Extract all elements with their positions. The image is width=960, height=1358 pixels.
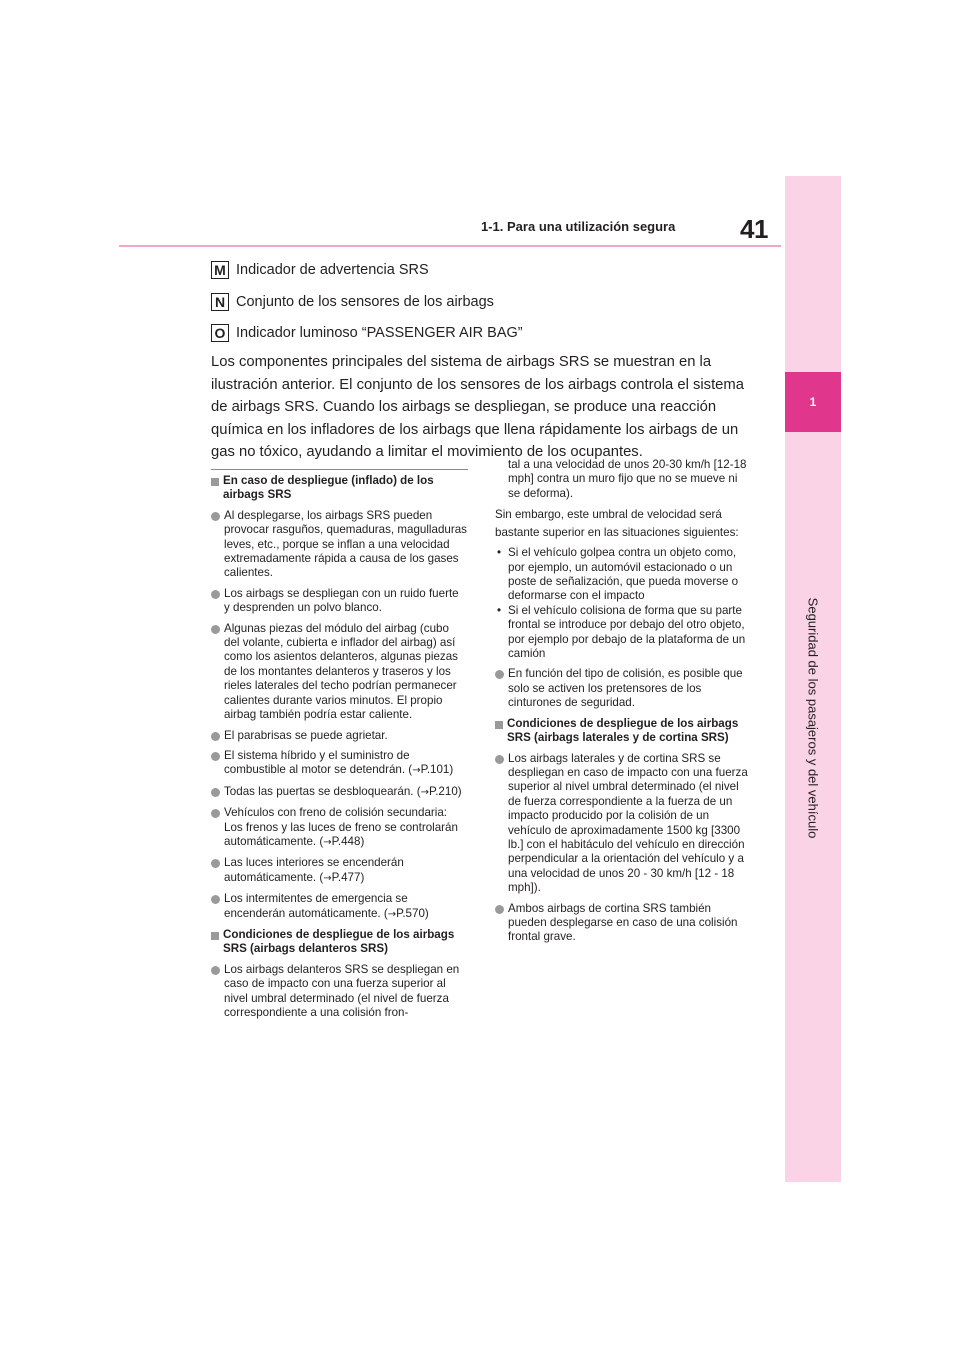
round-bullet-icon: [495, 755, 504, 764]
legend-letter: O: [211, 324, 229, 342]
intro-paragraph: Los componentes principales del sistema de airbags SRS se muestran en la ilustración anterior. El conjunto de los sensores de los airbags controla el sistema de airbags SRS. Cuando los airbags se despliegan, se produce una reacción química en los infladores de los airbags que llena rápidamente los airbags de un gas no tóxico, ayudando a limitar el movimiento de los ocupantes.: [211, 354, 744, 460]
legend-item-m: [211, 261, 429, 279]
page-reference[interactable]: P.570): [396, 906, 429, 920]
square-bullet-icon: [211, 478, 219, 486]
chapter-number: 1: [809, 395, 817, 409]
legend-item-o: [211, 324, 523, 342]
round-bullet-icon: [211, 512, 220, 521]
page-number: 41: [740, 214, 768, 244]
bullet-item: Algunas piezas del módulo del airbag (cubo del volante, cubierta e inflador del airbag) así como los asientos delanteros, algunas piezas de los montantes delanteros y traseros y los rieles laterales del techo podrían permanecer calientes durante varios minutos. El propio airbag también podría estar caliente.: [211, 622, 467, 723]
left-column: [211, 474, 467, 1026]
section-heading: Condiciones de despliegue de los airbags SRS (airbags laterales y de cortina SRS): [495, 717, 751, 746]
bullet-item: Los airbags laterales y de cortina SRS se despliegan en caso de impacto con una fuerza superior al nivel umbral determinado (el nivel de fuerza correspondiente a la fuerza de un impacto producido por la colisión de un vehículo de aproximadamente 1500 kg [3300 lb.] con el habitáculo del vehículo en dirección perpendicular a la orientación del vehículo y a una velocidad de unos 20 - 30 km/h [12 - 18 mph]).: [495, 752, 751, 896]
arrow-icon: →: [323, 872, 332, 884]
legend-item-n: [211, 293, 494, 311]
bullet-item: El sistema híbrido y el suministro de combustible al motor se detendrán. (→P.101): [211, 749, 467, 779]
bullet-item: En función del tipo de colisión, es posible que solo se activen los pretensores de los cinturones de seguridad.: [495, 667, 751, 710]
round-bullet-icon: [495, 670, 504, 679]
header-rule: [119, 245, 781, 247]
right-column: [495, 458, 751, 951]
round-bullet-icon: [211, 732, 220, 741]
round-bullet-icon: [211, 625, 220, 634]
section-title: 1-1. Para una utilización segura: [481, 219, 676, 234]
chapter-label-text: Seguridad de los pasajeros y del vehículo: [805, 597, 821, 839]
legend-text: Conjunto de los sensores de los airbags: [236, 294, 494, 310]
paragraph: Sin embargo, este umbral de velocidad será bastante superior en las situaciones siguientes:: [495, 508, 739, 539]
bullet-item: Las luces interiores se encenderán automáticamente. (→P.477): [211, 856, 467, 886]
round-bullet-icon: [211, 788, 220, 797]
page-reference[interactable]: P.477): [331, 870, 365, 884]
round-bullet-icon: [211, 966, 220, 975]
square-bullet-icon: [495, 721, 503, 729]
bullet-item: El parabrisas se puede agrietar.: [211, 729, 467, 743]
page-reference[interactable]: P.448): [331, 834, 365, 848]
column-rule: [211, 469, 468, 470]
bullet-item: Al desplegarse, los airbags SRS pueden provocar rasguños, quemaduras, magulladuras leves, etc., porque se inflan a una velocidad extremadamente rápida a causa de los gases calientes.: [211, 509, 467, 581]
section-heading: Condiciones de despliegue de los airbags SRS (airbags delanteros SRS): [211, 928, 467, 957]
round-bullet-icon: [211, 809, 220, 818]
round-bullet-icon: [495, 905, 504, 914]
chapter-number-tab: [785, 372, 841, 432]
arrow-icon: →: [412, 765, 421, 777]
arrow-icon: →: [420, 786, 429, 798]
legend-text: Indicador luminoso “PASSENGER AIR BAG”: [236, 325, 523, 341]
arrow-icon: →: [323, 836, 332, 848]
round-bullet-icon: [211, 590, 220, 599]
list-item: • Si el vehículo golpea contra un objeto como, por ejemplo, un automóvil estacionado o un poste de señalización, que pueda moverse o deformarse con el impacto: [497, 546, 739, 603]
square-bullet-icon: [211, 932, 219, 940]
legend-text: Indicador de advertencia SRS: [236, 262, 429, 278]
round-bullet-icon: [211, 895, 220, 904]
continued-text: tal a una velocidad de unos 20-30 km/h [12-18 mph] contra un muro fijo que no se mueve ni se deforma).: [508, 458, 747, 500]
bullet-item: Todas las puertas se desbloquearán. (→P.210): [211, 785, 467, 800]
bullet-item: Los airbags se despliegan con un ruido fuerte y desprenden un polvo blanco.: [211, 587, 467, 616]
arrow-icon: →: [387, 908, 397, 920]
bullet-item: Vehículos con freno de colisión secundaria: Los frenos y las luces de freno se controlarán automáticamente. (→P.448): [211, 806, 467, 850]
legend-letter: M: [211, 261, 229, 279]
list-item: • Si el vehículo colisiona de forma que su parte frontal se introduce por debajo del otro objeto, por ejemplo por debajo de la plataforma de un camión: [497, 603, 746, 661]
section-heading: En caso de despliegue (inflado) de los airbags SRS: [211, 474, 467, 503]
page-reference[interactable]: P.101): [420, 763, 454, 777]
page-reference[interactable]: P.210): [428, 784, 462, 798]
bullet-item: Los intermitentes de emergencia se encenderán automáticamente. (→P.570): [211, 892, 467, 922]
legend-letter: N: [211, 293, 229, 311]
bullet-item: Los airbags delanteros SRS se despliegan en caso de impacto con una fuerza superior al nivel umbral determinado (el nivel de fuerza correspondiente a una colisión fron-: [211, 963, 467, 1021]
round-bullet-icon: [211, 859, 220, 868]
bullet-item: Ambos airbags de cortina SRS también pueden desplegarse en caso de una colisión frontal grave.: [495, 902, 751, 945]
round-bullet-icon: [211, 752, 220, 761]
